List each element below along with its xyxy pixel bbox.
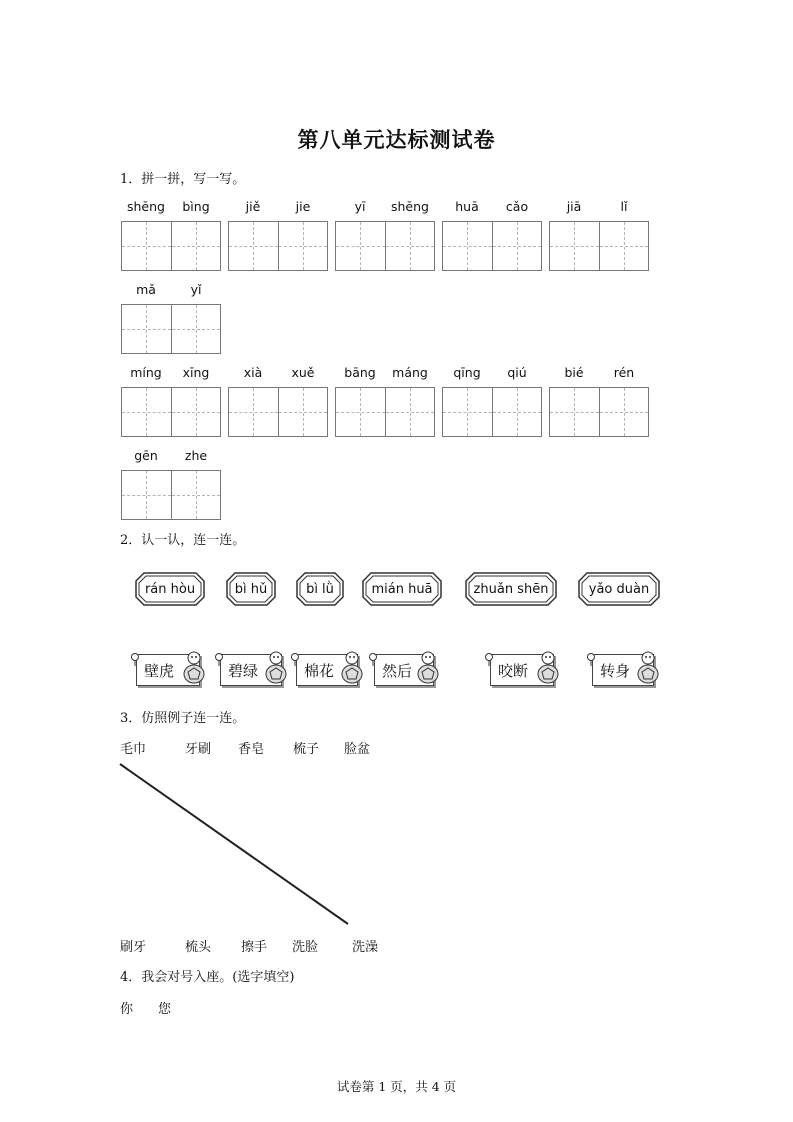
- word-card[interactable]: [486, 652, 554, 686]
- pinyin-syllable: huā: [455, 199, 479, 214]
- top-word[interactable]: 梳子: [293, 742, 320, 757]
- turtle-mascot-icon: [416, 650, 440, 686]
- pinyin-syllable: rén: [613, 365, 635, 380]
- writing-boxes[interactable]: [121, 304, 221, 354]
- pinyin-group: [549, 199, 649, 271]
- word-card[interactable]: [292, 652, 358, 686]
- pinyin-group: [228, 199, 328, 271]
- bottom-word[interactable]: 梳头: [185, 940, 212, 955]
- pinyin-syllable: bié: [564, 365, 584, 380]
- turtle-mascot-icon: [264, 650, 288, 686]
- pinyin-syllable: shēng: [127, 199, 165, 214]
- pin-icon: [130, 652, 140, 666]
- pinyin-syllable: mǎ: [136, 282, 156, 297]
- bottom-word[interactable]: 刷牙: [120, 940, 147, 955]
- pinyin-group: [549, 365, 649, 437]
- pinyin-syllable: qīng: [453, 365, 481, 380]
- word-card[interactable]: [588, 652, 654, 686]
- pinyin-group: [442, 365, 542, 437]
- pinyin-syllable: qiú: [507, 365, 527, 380]
- pinyin-syllable: xuě: [291, 365, 315, 380]
- word-label: 咬断: [498, 662, 529, 680]
- writing-boxes[interactable]: [228, 387, 328, 437]
- word-label: 转身: [600, 662, 631, 680]
- writing-boxes[interactable]: [121, 221, 221, 271]
- pinyin-label: zhuǎn shēn: [473, 581, 549, 597]
- word-label: 棉花: [304, 662, 335, 680]
- pinyin-syllable: gēn: [134, 448, 158, 463]
- word-card[interactable]: [132, 652, 200, 686]
- pinyin-group: [335, 199, 435, 271]
- question-4-label: 4．我会对号入座。(选字填空): [120, 970, 295, 985]
- turtle-mascot-icon: [340, 650, 364, 686]
- top-word[interactable]: 香皂: [238, 742, 265, 757]
- pinyin-label: bì lǜ: [306, 581, 334, 597]
- pinyin-group: [121, 365, 221, 437]
- turtle-mascot-icon: [182, 650, 206, 686]
- pinyin-syllable: yī: [354, 199, 366, 214]
- pinyin-syllable: yǐ: [190, 282, 202, 297]
- pinyin-syllable: xià: [243, 365, 263, 380]
- pinyin-syllable: bìng: [182, 199, 210, 214]
- top-word[interactable]: 牙刷: [185, 742, 212, 757]
- pinyin-syllable: lǐ: [620, 199, 628, 214]
- top-word[interactable]: 毛巾: [120, 742, 147, 757]
- option-char: 你: [120, 1002, 134, 1017]
- pin-icon: [586, 652, 596, 666]
- bottom-word[interactable]: 洗脸: [292, 940, 319, 955]
- pinyin-label: mián huā: [371, 581, 433, 597]
- pinyin-syllable: zhe: [184, 448, 208, 463]
- page-footer: 试卷第 1 页，共 4 页: [336, 1079, 457, 1094]
- pinyin-syllable: xīng: [182, 365, 210, 380]
- word-card[interactable]: [370, 652, 434, 686]
- turtle-mascot-icon: [536, 650, 560, 686]
- bottom-word[interactable]: 洗澡: [352, 940, 379, 955]
- writing-boxes[interactable]: [121, 387, 221, 437]
- writing-boxes[interactable]: [335, 387, 435, 437]
- pinyin-group: [335, 365, 435, 437]
- pinyin-syllable: shēng: [391, 199, 429, 214]
- pinyin-syllable: jiě: [245, 199, 261, 214]
- pinyin-group: [121, 199, 221, 271]
- writing-boxes[interactable]: [121, 470, 221, 520]
- pinyin-syllable: cǎo: [505, 199, 529, 214]
- pinyin-group: [228, 365, 328, 437]
- pinyin-syllable: míng: [130, 365, 162, 380]
- pinyin-group: [121, 448, 221, 520]
- pinyin-syllable: máng: [392, 365, 428, 380]
- pinyin-octagon[interactable]: [362, 572, 442, 606]
- writing-boxes[interactable]: [549, 387, 649, 437]
- pin-icon: [484, 652, 494, 666]
- pinyin-octagon[interactable]: [465, 572, 557, 606]
- pinyin-syllable: jiā: [566, 199, 582, 214]
- writing-boxes[interactable]: [335, 221, 435, 271]
- pinyin-octagon[interactable]: [135, 572, 205, 606]
- pinyin-syllable: bāng: [344, 365, 376, 380]
- pinyin-label: yǎo duàn: [588, 581, 650, 597]
- question-3-label: 3．仿照例子连一连。: [120, 711, 246, 726]
- writing-boxes[interactable]: [442, 387, 542, 437]
- pin-icon: [290, 652, 300, 666]
- writing-boxes[interactable]: [228, 221, 328, 271]
- word-label: 碧绿: [228, 662, 259, 680]
- pin-icon: [214, 652, 224, 666]
- bottom-word[interactable]: 擦手: [241, 940, 268, 955]
- pinyin-label: rán hòu: [144, 581, 196, 597]
- pin-icon: [368, 652, 378, 666]
- word-card[interactable]: [216, 652, 282, 686]
- writing-boxes[interactable]: [442, 221, 542, 271]
- page-title: 第八单元达标测试卷: [297, 127, 496, 152]
- word-label: 壁虎: [144, 662, 175, 680]
- question-1-label: 1．拼一拼，写一写。: [120, 172, 246, 187]
- pinyin-label: bì hǔ: [234, 581, 268, 597]
- option-char: 您: [158, 1002, 172, 1017]
- top-word[interactable]: 脸盆: [344, 742, 371, 757]
- turtle-mascot-icon: [636, 650, 660, 686]
- question-2-label: 2．认一认，连一连。: [120, 533, 246, 548]
- pinyin-group: [121, 282, 221, 354]
- writing-boxes[interactable]: [549, 221, 649, 271]
- example-connecting-line: [116, 760, 356, 930]
- pinyin-octagon[interactable]: [578, 572, 660, 606]
- word-label: 然后: [382, 662, 413, 680]
- pinyin-octagon[interactable]: [296, 572, 344, 606]
- pinyin-octagon[interactable]: [226, 572, 276, 606]
- pinyin-syllable: jie: [295, 199, 311, 214]
- pinyin-group: [442, 199, 542, 271]
